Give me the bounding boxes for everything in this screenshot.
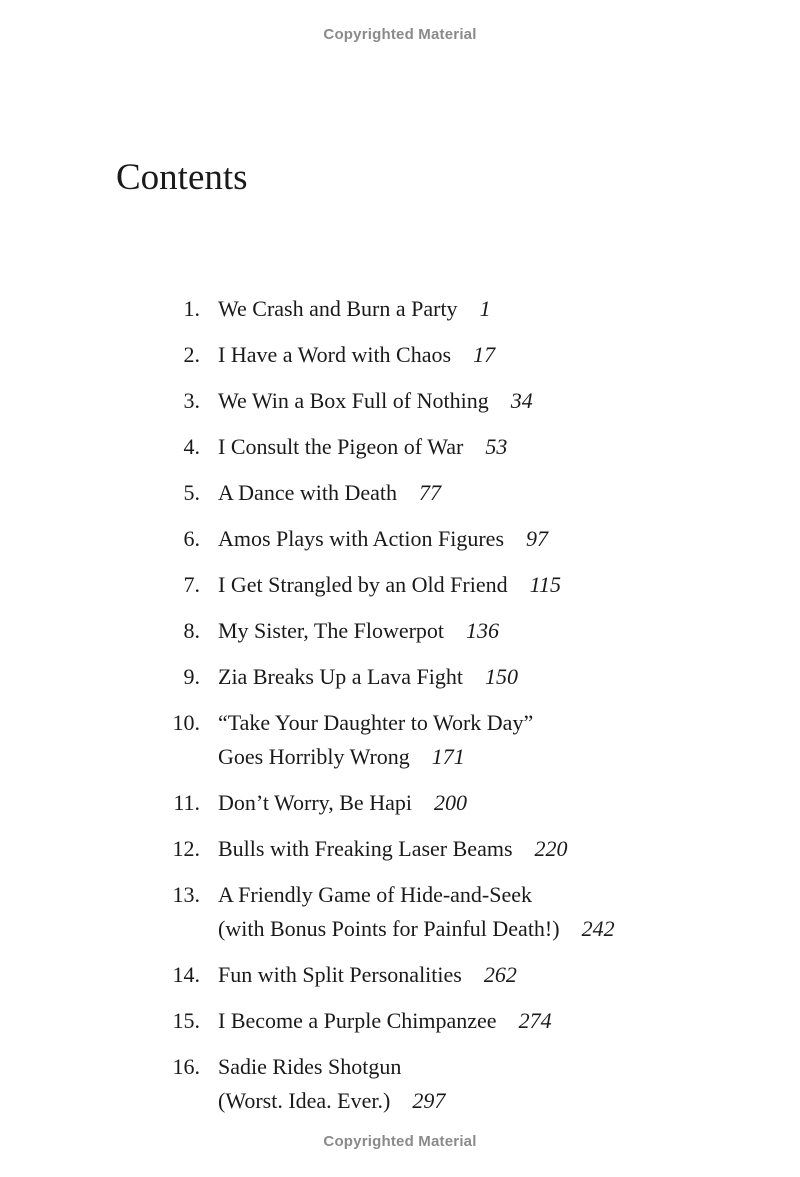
toc-entry — [160, 292, 720, 326]
toc-entry — [160, 1004, 720, 1038]
chapter-title — [218, 522, 720, 556]
chapter-title-text: I Consult the Pigeon of War — [218, 434, 464, 459]
chapter-title — [218, 384, 720, 418]
toc-entry — [160, 568, 720, 602]
toc-entry — [160, 614, 720, 648]
chapter-title-text: Fun with Split Personalities — [218, 962, 462, 987]
chapter-title-line — [218, 912, 720, 946]
chapter-number: 14. — [172, 962, 200, 987]
chapter-title-text: (with Bonus Points for Painful Death!) — [218, 916, 560, 941]
chapter-title-line — [218, 522, 720, 556]
chapter-title-line — [218, 384, 720, 418]
chapter-title-text: “Take Your Daughter to Work Day” — [218, 710, 534, 735]
chapter-title-line — [218, 878, 720, 912]
table-of-contents — [160, 292, 720, 1130]
page-number: 53 — [485, 434, 508, 459]
chapter-title — [218, 1050, 720, 1118]
page-number: 17 — [473, 342, 496, 367]
chapter-title-text: Amos Plays with Action Figures — [218, 526, 505, 551]
chapter-title-line — [218, 292, 720, 326]
chapter-title-text: A Friendly Game of Hide-and-Seek — [218, 882, 533, 907]
toc-entry — [160, 786, 720, 820]
chapter-number: 10. — [172, 710, 200, 735]
chapter-title-text: I Become a Purple Chimpanzee — [218, 1008, 497, 1033]
page-number: 150 — [485, 664, 518, 689]
chapter-number: 2. — [183, 342, 200, 367]
toc-entry — [160, 706, 720, 774]
chapter-title — [218, 958, 720, 992]
page-number: 262 — [483, 962, 517, 987]
watermark-top: Copyrighted Material — [323, 26, 477, 43]
contents-heading: Contents — [116, 157, 248, 198]
chapter-title-line — [218, 614, 720, 648]
chapter-number: 8. — [183, 618, 200, 643]
chapter-number: 4. — [183, 434, 200, 459]
chapter-title — [218, 430, 720, 464]
toc-entry — [160, 430, 720, 464]
chapter-title-line — [218, 1004, 720, 1038]
toc-entry — [160, 660, 720, 694]
toc-entry — [160, 384, 720, 418]
chapter-number: 11. — [173, 790, 200, 815]
chapter-title-line — [218, 786, 720, 820]
chapter-title — [218, 338, 720, 372]
chapter-title-line — [218, 476, 720, 510]
chapter-number: 1. — [183, 296, 200, 321]
chapter-title — [218, 832, 720, 866]
page-number: 220 — [534, 836, 568, 861]
page-number: 115 — [529, 572, 561, 597]
chapter-title-line — [218, 660, 720, 694]
toc-entry — [160, 832, 720, 866]
page-number: 242 — [581, 916, 615, 941]
watermark-bottom: Copyrighted Material — [323, 1133, 477, 1150]
page-number: 34 — [510, 388, 533, 413]
chapter-title-text: I Get Strangled by an Old Friend — [218, 572, 508, 597]
chapter-title-text: We Win a Box Full of Nothing — [218, 388, 489, 413]
chapter-title-text: We Crash and Burn a Party — [218, 296, 458, 321]
chapter-title — [218, 292, 720, 326]
page-number: 77 — [419, 480, 441, 505]
chapter-title-line — [218, 958, 720, 992]
chapter-title — [218, 878, 720, 946]
chapter-number: 13. — [172, 882, 200, 907]
toc-entry — [160, 338, 720, 372]
chapter-title — [218, 614, 720, 648]
chapter-number: 7. — [183, 572, 200, 597]
chapter-title-line — [218, 568, 720, 602]
page-number: 274 — [518, 1008, 552, 1033]
chapter-title-line — [218, 338, 720, 372]
page-number: 97 — [526, 526, 549, 551]
chapter-title — [218, 786, 720, 820]
chapter-number: 12. — [172, 836, 200, 861]
chapter-title — [218, 1004, 720, 1038]
chapter-title-line — [218, 1050, 720, 1084]
chapter-title — [218, 706, 720, 774]
page-number: 171 — [431, 744, 465, 769]
chapter-title-line — [218, 832, 720, 866]
chapter-number: 16. — [172, 1054, 200, 1079]
chapter-title — [218, 568, 720, 602]
page-number: 297 — [412, 1088, 446, 1113]
chapter-title-line — [218, 1084, 720, 1118]
chapter-title-text: (Worst. Idea. Ever.) — [218, 1088, 391, 1113]
chapter-title-text: Goes Horribly Wrong — [218, 744, 410, 769]
toc-entry — [160, 958, 720, 992]
chapter-title-text: Sadie Rides Shotgun — [218, 1054, 402, 1079]
chapter-title-line — [218, 430, 720, 464]
chapter-title-line — [218, 740, 720, 774]
page-number: 1 — [479, 296, 491, 321]
toc-entry — [160, 1050, 720, 1118]
page-number: 136 — [466, 618, 500, 643]
chapter-title-text: Bulls with Freaking Laser Beams — [218, 836, 513, 861]
chapter-title-line — [218, 706, 720, 740]
chapter-number: 6. — [183, 526, 200, 551]
chapter-title-text: A Dance with Death — [218, 480, 397, 505]
chapter-number: 15. — [172, 1008, 200, 1033]
chapter-title-text: Zia Breaks Up a Lava Fight — [218, 664, 463, 689]
page-number: 200 — [433, 790, 467, 815]
chapter-number: 5. — [183, 480, 200, 505]
toc-entry — [160, 522, 720, 556]
chapter-number: 3. — [183, 388, 200, 413]
chapter-title-text: I Have a Word with Chaos — [218, 342, 452, 367]
chapter-title-text: Don’t Worry, Be Hapi — [218, 790, 412, 815]
chapter-title-text: My Sister, The Flowerpot — [218, 618, 445, 643]
toc-entry — [160, 878, 720, 946]
toc-entry — [160, 476, 720, 510]
chapter-title — [218, 660, 720, 694]
chapter-number: 9. — [183, 664, 200, 689]
chapter-title — [218, 476, 720, 510]
